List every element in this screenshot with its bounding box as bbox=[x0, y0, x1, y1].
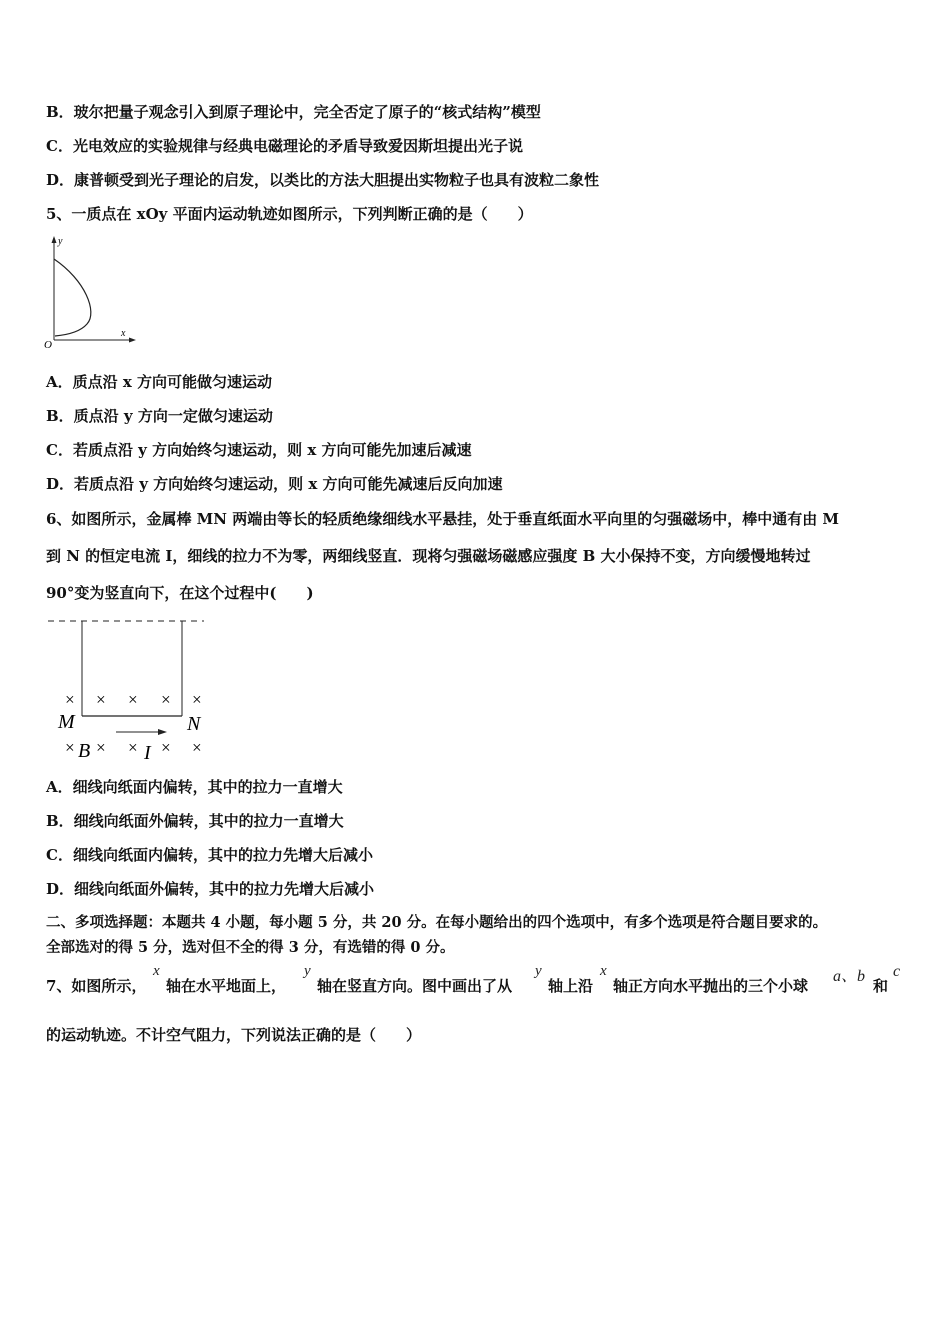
q5-trajectory-figure bbox=[40, 232, 140, 350]
q6-option-c: C．细线向纸面内偏转，其中的拉力先增大后减小 bbox=[46, 846, 373, 864]
q6-stem-line1: 6、如图所示，金属棒 MN 两端由等长的轻质绝缘细线水平悬挂，处于垂直纸面水平向里的匀强磁场中，棒中通有由 M bbox=[46, 510, 840, 528]
q7-stem-part3: 轴在竖直方向。图中画出了从 bbox=[317, 977, 513, 995]
q6-label-n: N bbox=[187, 713, 201, 735]
q7-stem-part1: 7、如图所示， bbox=[46, 977, 147, 995]
q5-x-arrow-icon bbox=[129, 338, 136, 343]
q6-field-cross: × bbox=[127, 738, 139, 757]
q7-stem-part4: 轴上沿 bbox=[548, 977, 594, 995]
q6-field-cross: × bbox=[64, 738, 76, 757]
q5-stem: 5、一质点在 xOy 平面内运动轨迹如图所示，下列判断正确的是（ ） bbox=[46, 205, 533, 223]
q6-field-cross: × bbox=[127, 690, 139, 709]
q7-stem-part5: 轴正方向水平抛出的三个小球 bbox=[613, 977, 809, 995]
q6-field-cross: × bbox=[191, 738, 203, 757]
q5-y-label: y bbox=[58, 236, 63, 247]
q6-label-b: B bbox=[78, 740, 91, 762]
q6-field-cross: × bbox=[64, 690, 76, 709]
q5-origin-label: O bbox=[44, 339, 52, 350]
q5-option-c: C．若质点沿 y 方向始终匀速运动，则 x 方向可能先加速后减速 bbox=[46, 441, 472, 459]
q6-field-cross: × bbox=[95, 690, 107, 709]
q6-option-b: B．细线向纸面外偏转，其中的拉力一直增大 bbox=[46, 812, 344, 830]
q6-label-m: M bbox=[58, 711, 75, 733]
q7-stem-line2: 的运动轨迹。不计空气阻力，下列说法正确的是（ ） bbox=[46, 1026, 422, 1044]
section2-instructions-line1: 二、多项选择题：本题共 4 小题，每小题 5 分，共 20 分。在每小题给出的四个选项中，有多个选项是符合题目要求的。 bbox=[46, 914, 828, 931]
q7-symbol-c: c bbox=[893, 963, 901, 980]
q6-field-cross: × bbox=[160, 738, 172, 757]
q5-y-arrow-icon bbox=[52, 236, 57, 243]
q7-symbol-y: y bbox=[535, 963, 542, 979]
q6-label-i: I bbox=[144, 742, 151, 764]
q5-trajectory-curve bbox=[54, 259, 91, 336]
q4-option-b: B．玻尔把量子观念引入到原子理论中，完全否定了原子的“核式结构”模型 bbox=[46, 103, 541, 121]
q7-symbol-ab: a、b bbox=[833, 968, 866, 985]
q6-option-a: A．细线向纸面内偏转，其中的拉力一直增大 bbox=[46, 778, 343, 796]
q6-field-cross: × bbox=[95, 738, 107, 757]
q7-symbol-y: y bbox=[304, 963, 311, 979]
q7-symbol-x: x bbox=[600, 963, 607, 979]
q7-stem-part2: 轴在水平地面上， bbox=[166, 977, 287, 995]
q6-field-cross: × bbox=[191, 690, 203, 709]
q7-symbol-x: x bbox=[153, 963, 160, 979]
q7-stem-part6: 和 bbox=[873, 977, 889, 995]
q5-x-label: x bbox=[121, 328, 126, 339]
q6-current-arrowhead-icon bbox=[158, 729, 167, 735]
section2-instructions-line2: 全部选对的得 5 分，选对但不全的得 3 分，有选错的得 0 分。 bbox=[46, 939, 455, 956]
q4-option-c: C．光电效应的实验规律与经典电磁理论的矛盾导致爱因斯坦提出光子说 bbox=[46, 137, 523, 155]
q6-magnetic-field-figure bbox=[44, 612, 214, 764]
q6-field-cross: × bbox=[160, 690, 172, 709]
q5-option-d: D．若质点沿 y 方向始终匀速运动，则 x 方向可能先减速后反向加速 bbox=[46, 475, 503, 493]
q6-option-d: D．细线向纸面外偏转，其中的拉力先增大后减小 bbox=[46, 880, 375, 898]
q4-option-d: D．康普顿受到光子理论的启发，以类比的方法大胆提出实物粒子也具有波粒二象性 bbox=[46, 171, 600, 189]
q6-stem-line2: 到 N 的恒定电流 I，细线的拉力不为零，两细线竖直．现将匀强磁场磁感应强度 B 大小保持不变，方向缓慢地转过 bbox=[46, 547, 811, 565]
q5-option-a: A．质点沿 x 方向可能做匀速运动 bbox=[46, 373, 273, 391]
q6-stem-line3: 90°变为竖直向下，在这个过程中( ) bbox=[46, 584, 314, 602]
q5-option-b: B．质点沿 y 方向一定做匀速运动 bbox=[46, 407, 273, 425]
